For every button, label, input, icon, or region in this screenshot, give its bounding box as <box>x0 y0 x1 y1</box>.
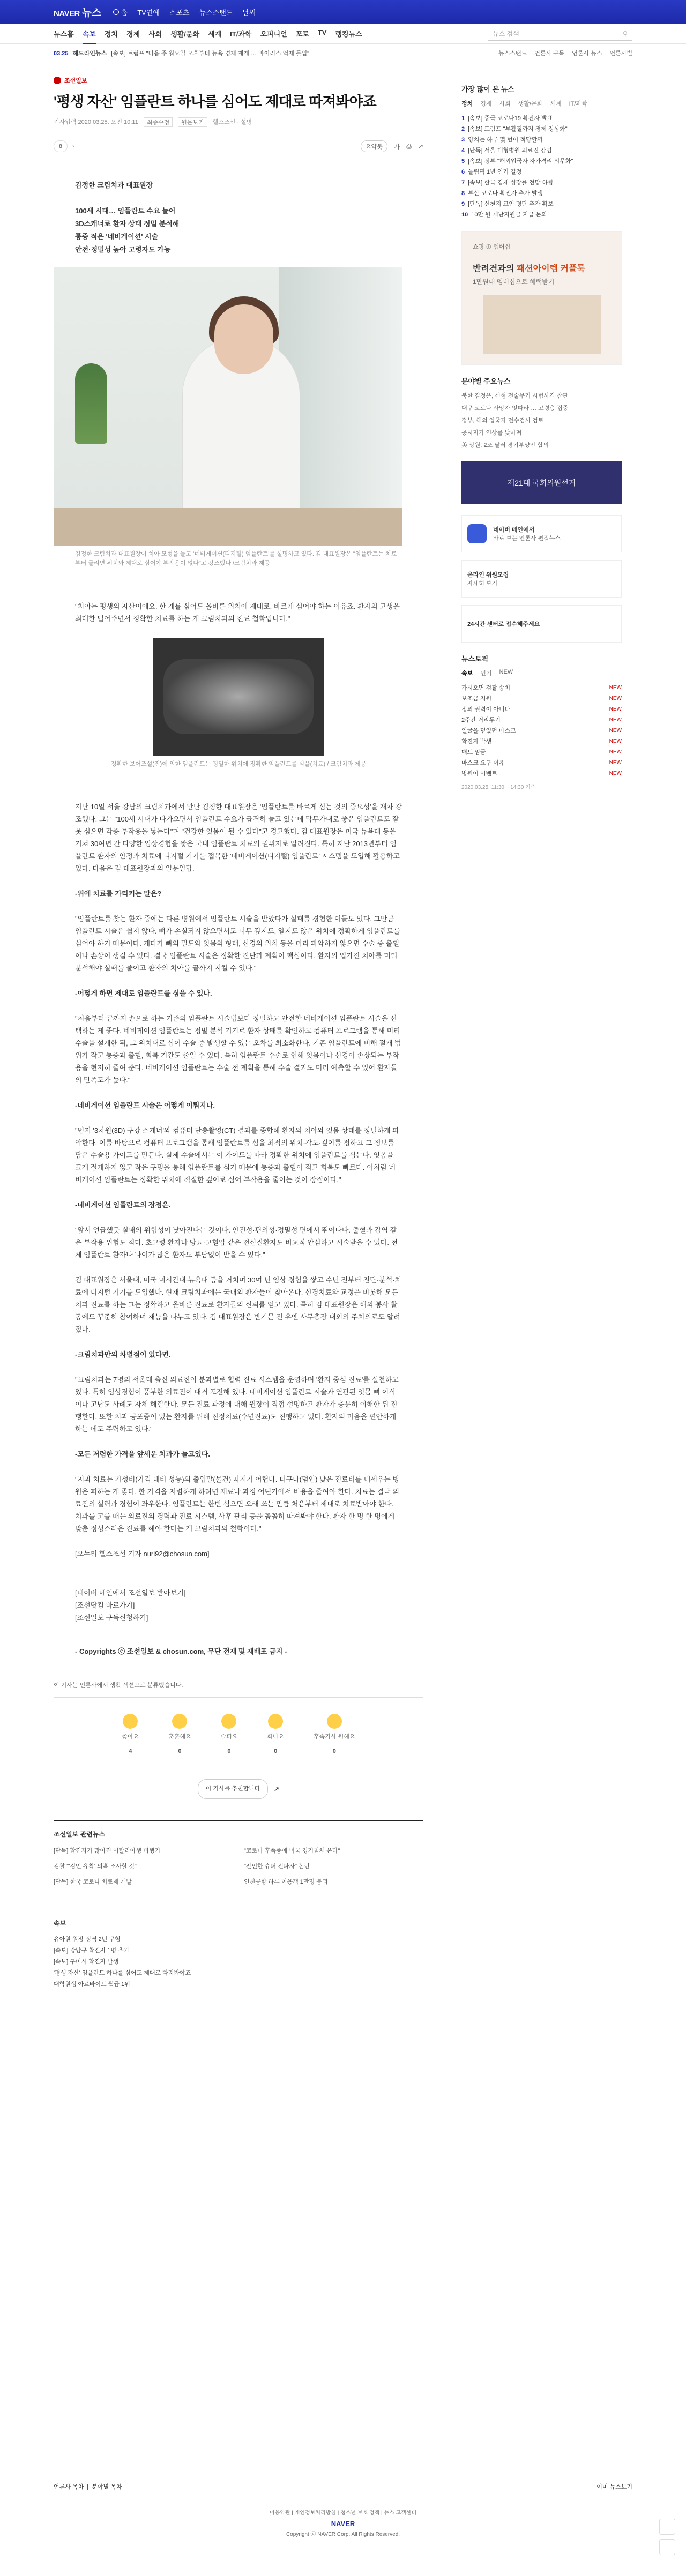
link-press-news[interactable]: 언론사 뉴스 <box>572 50 602 57</box>
promo-center[interactable]: 24시간 센터로 접수해주세요 <box>461 605 622 643</box>
footer-links[interactable]: 이용약관 | 개인정보처리방침 | 청소년 보호 정책 | 뉴스 고객센터 <box>269 2510 417 2516</box>
nav-politics[interactable]: 정치 <box>104 30 118 38</box>
footer-naver-logo[interactable]: NAVER <box>331 2520 355 2528</box>
nav-opinion[interactable]: 오피니언 <box>260 30 287 38</box>
reactions <box>75 1714 402 1768</box>
election-banner[interactable]: 제21대 국회의원선거 <box>461 461 622 504</box>
rank-item[interactable]: 6 올림픽 1년 연기 결정 <box>461 169 522 175</box>
rank-tab-world[interactable]: 세계 <box>550 101 562 107</box>
question-6: -모든 저렴한 가격을 앞세운 치과가 늘고있다. <box>75 1450 211 1458</box>
rank-item[interactable]: 9 [단독] 신천지 교인 명단 추가 확보 <box>461 201 554 207</box>
like-face-icon <box>123 1714 138 1729</box>
link-by-press[interactable]: 언론사별 <box>609 50 632 57</box>
main-nav <box>0 24 686 44</box>
nav-life[interactable]: 생활/문화 <box>170 30 200 38</box>
app-icon <box>467 524 487 543</box>
press-mark-icon <box>54 77 61 84</box>
breaking-bar <box>0 44 686 62</box>
top-links <box>113 7 256 17</box>
warm-face-icon <box>172 1714 187 1729</box>
footer-copyright: Copyright ⓒ NAVER Corp. All Rights Reserved. <box>286 2532 400 2537</box>
top-link-tv[interactable]: TV연예 <box>137 8 160 17</box>
topic-item[interactable]: 병원어 이벤트 NEW <box>461 771 622 777</box>
modified-tag: 최종수정 <box>144 117 173 127</box>
footer-section-index[interactable]: 분야별 목차 <box>92 2484 122 2490</box>
angry-face-icon <box>268 1714 283 1729</box>
breaking-headline[interactable]: [속보] 트럼프 "다음 주 월요일 오후부터 뉴욕 경제 재개 … 바이러스 억제 돌입" <box>111 50 310 57</box>
rank-item[interactable]: 7 [속보] 한국 경제 성장률 전망 하향 <box>461 180 554 186</box>
font-size-button[interactable]: 가 <box>393 143 400 151</box>
back-icon[interactable] <box>659 2519 675 2535</box>
related-news <box>54 1820 423 1896</box>
top-link-newsstand[interactable]: 뉴스스탠드 <box>199 8 233 17</box>
topic-item[interactable]: 매트 임금 NEW <box>461 749 622 756</box>
answer-5: "크림치과는 7명의 서울대 출신 의료진이 분과별로 협력 진료 시스템을 운영하며 '환자 중심 진료'를 실천하고 있다. 특히 임상경험이 풍부한 의료진이 대거 포진해 있다. 네비게이션 임플란트 시술과 연관된 잇몸 뼈 이식이나 고난도 사례도 자체 해결한다. 모든 진료 과정에 대해 원장이 직접 설명하고 환자가 충분히 이해한 뒤 진행한다. 또한 치과 공포증이 있는 환자를 위해 진정치료(수면진료)도 진행하고 있다. 환자의 마음을 편안하게 하는 데도 주력하고 있다." <box>75 1376 399 1433</box>
footer-press-index[interactable]: 언론사 목차 <box>54 2484 84 2490</box>
xray-photo <box>153 638 324 756</box>
topic-item[interactable]: 2주간 거리두기 NEW <box>461 717 622 723</box>
sidebar <box>445 62 622 1990</box>
copyright-line: - Copyrights ⓒ 조선일보 & chosun.com, 무단 전재 및 재배포 금지 - <box>75 1647 287 1655</box>
question-4: -네비게이션 임플란트의 장점은. <box>75 1201 171 1209</box>
press-logo[interactable]: 조선일보 <box>54 76 423 85</box>
topic-item[interactable]: 확진자 발생 NEW <box>461 738 622 745</box>
recommend-bar <box>75 1779 402 1799</box>
topic-item[interactable]: 가시오면 검찰 송치 NEW <box>461 685 622 691</box>
naver-logo[interactable]: NAVER 뉴스 <box>54 7 101 19</box>
nav-news-home[interactable]: 뉴스홈 <box>54 30 74 38</box>
share-icon[interactable]: ↗ <box>417 143 423 150</box>
xray-caption: 정확한 보어조설(진)에 의한 임플란트는 정밀한 위치에 정확한 임플란트를 심을(치료) / 크림치과 제공 <box>110 761 367 767</box>
popular-item[interactable]: [속보] 구미시 확진자 발생 <box>54 1959 119 1965</box>
print-icon[interactable]: ⎙ <box>406 142 412 150</box>
press-links <box>75 1587 402 1624</box>
footer-bar: 언론사 목차 | 분야별 목차 이미 뉴스보기 <box>0 2476 686 2497</box>
rank-tab-politics[interactable]: 정치 <box>461 101 473 107</box>
topic-item[interactable]: 마스크 요구 이유 NEW <box>461 760 622 766</box>
popular-news <box>54 1917 423 1990</box>
rank-tab-society[interactable]: 사회 <box>499 101 511 107</box>
rank-item[interactable]: 1 [속보] 중국 코로나19 확진자 발표 <box>461 115 553 122</box>
article-main <box>54 62 445 1990</box>
reporter-line: [오누리 헬스조선 기자 nuri92@chosun.com] <box>75 1550 210 1558</box>
rank-tab-economy[interactable]: 경제 <box>480 101 492 107</box>
nav-society[interactable]: 사회 <box>148 30 162 38</box>
article-title: '평생 자산' 임플란트 하나를 심어도 제대로 따져봐야죠 <box>54 94 376 110</box>
shopping-ad[interactable]: 쇼핑 ⊕ 멤버십 반려견과의 패션아이템 커플룩 1만원대 멤버십으로 혜택받기 <box>461 231 622 365</box>
paragraph-2: 김 대표원장은 서울대, 미국 미시간대·뉴욕대 등을 거치며 30여 년 임상 경험을 쌓고 수년 전부터 진단·분석·치료에 디지털 기기를 도입했다. 현재 크림치과에는 국내외 환자들이 찾아온다. 신경치료와 교정을 비롯해 모든 치과 진료를 하는 그는 정확하고 올바른 진료로 환자들의 신뢰를 얻고 있다. 특히 김 대표원장은 해외 봉사 활동에도 꾸준히 참여하며 재능을 나누고 있다. 김 대표원장은 반기문 전 유엔 사무총장 내외의 주치의로도 알려졌다. <box>75 1276 402 1333</box>
summary-button[interactable]: 요약봇 <box>361 140 387 152</box>
related-item[interactable]: 인천공항 하루 이용객 1만명 붕괴 <box>244 1879 328 1885</box>
nav-photo[interactable]: 포토 <box>295 30 309 38</box>
related-title: 조선일보 관련뉴스 <box>54 1831 106 1838</box>
link-subscribe-chosun[interactable]: [조선일보 구독신청하기] <box>75 1614 148 1622</box>
popular-item[interactable]: [속보] 강남구 확진자 1명 추가 <box>54 1947 130 1954</box>
link-naver-main[interactable]: [네이버 메인에서 조선일보 받아보기] <box>75 1589 186 1597</box>
rank-item[interactable]: 3 양치는 하루 몇 번이 적당할까 <box>461 137 543 143</box>
answer-3: "먼저 '3차원(3D) 구강 스캐너'와 컴퓨터 단층촬영(CT) 결과를 종합해 환자의 치아와 잇몸 상태를 정밀하게 파악한다. 이를 바탕으로 컴퓨터 프로그램을 통해 임플란트를 심을 최적의 위치·각도·깊이를 정하고 그 정보를 담은 수술용 가이드를 만든다. 실제 수술에서는 이 가이드를 따라 정확한 위치에 임플란트를 심는다. 잇몸을 크게 절개하지 않고 작은 구멍을 통해 임플란트를 심기 때문에 통증과 출혈이 적고 회복도 빠르다. 이처럼 네비게이션 임플란트는 정확한 위치에 적절한 깊이로 심어 부작용을 줄이는 것이 장점이다." <box>75 1126 399 1184</box>
reporter-meta[interactable]: 헬스조선 · 설명 <box>212 119 252 125</box>
ad-product-image <box>483 295 601 354</box>
related-item[interactable]: [단독] 확진자가 많아진 이탈리아행 비행기 <box>54 1848 160 1854</box>
footer-info <box>0 2508 686 2540</box>
section-news-title: 분야별 주요뉴스 <box>461 377 511 385</box>
topic-item[interactable]: 얼굴을 덮었던 마스크 NEW <box>461 728 622 734</box>
original-link[interactable]: 원문보기 <box>178 117 207 127</box>
section-news-item[interactable]: 美 상원, 2조 달러 경기부양안 합의 <box>461 442 549 449</box>
reaction-button[interactable]: 8 <box>54 140 68 152</box>
search-icon[interactable]: ⚲ <box>623 29 628 38</box>
section-notice: 이 기사는 언론사에서 생활 섹션으로 분류했습니다. <box>54 1674 423 1698</box>
topic-item[interactable]: 정의 권력이 아니다 NEW <box>461 706 622 713</box>
topic-tab-new[interactable]: NEW <box>499 669 513 675</box>
link-subscribe[interactable]: 언론사 구독 <box>534 50 565 57</box>
topic-timestamp: 2020.03.25. 11:30 ~ 14:30 기준 <box>461 785 536 790</box>
answer-2: "처음부터 끝까지 손으로 하는 기존의 임플란트 시술법보다 정밀하고 안전한 네비게이션 임플란트 시술을 선택하는 게 좋다. 네비게이션 임플란트는 정밀 분석 기기로 환자 상태를 확인하고 컴퓨터 프로그램을 통해 미리 수술을 설계한 뒤, 그 위치대로 심어 수술 중 발생할 수 있는 오차를 최소화한다. 기존 임플란트에 비해 절개 범위가 작고 통증과 출혈, 회복 기간도 줄일 수 있다. 특히 임플란트 수술로 인해 잇몸이나 신경이 손상되는 부작용을 현저히 줄여 준다. 네비게이션 임플란트는 수술 전 계획을 통해 수술 결과도 미리 예측할 수 있어 환자들의 만족도가 높다." <box>75 1014 401 1084</box>
nav-it[interactable]: IT/과학 <box>230 30 252 38</box>
related-item[interactable]: "잔인한 슈퍼 전파자" 논란 <box>244 1863 310 1870</box>
nav-economy[interactable]: 경제 <box>126 30 140 38</box>
quote-paragraph: "치아는 평생의 자산이에요. 한 개를 심어도 올바른 위치에 제대로, 바르게 심어야 하는 이유죠. 환자의 고생을 최대한 덜어주면서 정확한 치료를 하는 게 크림치과의 진료 철학입니다." <box>75 602 400 623</box>
top-icon[interactable] <box>659 2539 675 2555</box>
reaction-like[interactable]: 좋아요 4 <box>122 1714 139 1758</box>
top-link-weather[interactable]: 날씨 <box>242 8 256 17</box>
rank-item[interactable]: 2 [속보] 트럼프 "부활절까지 경제 정상화" <box>461 126 568 132</box>
popular-item[interactable]: 유아원 원장 징역 2년 구형 <box>54 1936 121 1943</box>
breaking-time: 03.25 <box>54 50 69 57</box>
topic-item[interactable]: 보조금 지원 NEW <box>461 696 622 702</box>
section-news-item[interactable]: 대구 코로나 사망자 잇따라 … 고령층 집중 <box>461 405 569 412</box>
rank-item[interactable]: 8 부산 코로나 확진자 추가 발생 <box>461 190 543 197</box>
section-news-item[interactable]: 공시지가 인상률 낮아져 <box>461 430 522 436</box>
most-viewed-box <box>461 84 622 220</box>
promo-recruit[interactable]: 온라인 위원모집 자세히 보기 <box>461 560 622 598</box>
popular-title: 속보 <box>54 1920 66 1927</box>
paragraph-1: 지난 10일 서울 강남의 크림치과에서 만난 김정한 대표원장은 '임플란트를 바르게 심는 것의 중요성'을 재차 강조했다. 그는 "100세 시대가 다가오면서 임플란트 수요가 급격히 늘고 있는데 막무가내로 좋은 임플란트도 잘못 심으면 각종 부작용을 낳는다"며 "건강한 잇몸이 될 수 있다"고 경고했다. 김 대표원장은 미국 뉴욕대 등을 거쳐 30여년 간 다양한 임상경험을 쌓은 국내 임플란트 치료의 권위자로 알려진다. 특히 지난 2013년부터 임플란트 환자의 안정과 치료에 디지털 기기를 접목한 '네비게이션(디지털) 임플란트' 시스템을 도입해 활용하고 있다. 다음은 김 대표원장과의 일문일답. <box>75 803 402 872</box>
subtitle-name: 김정한 크림치과 대표원장 <box>75 181 153 189</box>
floating-icons <box>659 2519 675 2555</box>
related-item[interactable]: 검찰 "'검언 유착' 의혹 조사할 것" <box>54 1863 137 1870</box>
nav-breaking[interactable]: 속보 <box>83 28 96 44</box>
link-newsstand[interactable]: 뉴스스탠드 <box>498 50 527 57</box>
section-news-item[interactable]: 정부, 해외 입국자 전수검사 검토 <box>461 417 544 424</box>
search-input[interactable]: 뉴스 검색 ⚲ <box>488 27 632 41</box>
question-2: -어떻게 하면 제대로 임플란트를 심을 수 있나. <box>75 989 212 997</box>
article-date: 기사입력 2020.03.25. 오전 10:11 <box>54 119 138 125</box>
subtitles: 100세 시대… 임플란트 수요 늘어 3D스캐너로 환자 상태 정밀 분석해 통증 적은 '네비게이션' 시술 안전·정밀성 높아 고령자도 가능 <box>75 207 180 253</box>
tool-row <box>54 135 423 158</box>
most-viewed-title: 가장 많이 본 뉴스 <box>461 85 514 93</box>
article-body <box>54 158 423 1990</box>
question-5: -크림치과만의 차별점이 있다면. <box>75 1350 171 1358</box>
rank-item[interactable]: 5 [속보] 정부 "해외입국자 자가격리 의무화" <box>461 158 573 165</box>
section-news-item[interactable]: 북한 김정은, 신형 전술무기 시험사격 참관 <box>461 393 568 399</box>
related-item[interactable]: [단독] 한국 코로나 치료제 개발 <box>54 1879 132 1885</box>
sad-face-icon <box>221 1714 236 1729</box>
share-icon-2[interactable]: ↗ <box>273 1785 280 1793</box>
rank-item[interactable]: 10 10만 원 재난지원금 지급 논의 <box>461 212 547 218</box>
news-topic-title: 뉴스토픽 <box>461 655 489 663</box>
answer-1: "임플란트를 찾는 환자 중에는 다른 병원에서 임플란트 시술을 받았다가 실패를 경험한 이들도 있다. 그만큼 임플란트 시술은 쉽지 않다. 뼈가 손실되지 않으면서도 너무 깊지도, 얕지도 않은 위치에 정확하게 임플란트를 심어야 하기 때문이다. 게다가 뼈의 밀도와 잇몸의 형태, 신경의 위치 등을 미리 파악하지 않으면 수술 중 출혈이나 손상이 생길 수 있다. 결국 임플란트 시술은 정확한 진단과 계획이 핵심이다. 환자의 입가진 치아를 미리 분석해야 실패를 줄이고 환자의 치아를 끝까지 지킬 수 있다." <box>75 915 400 972</box>
question-1: -위에 치료를 가리키는 말은? <box>75 890 162 898</box>
popular-item[interactable]: '평생 자산' 임플란트 하나를 심어도 제대로 따져봐야죠 <box>54 1970 191 1976</box>
top-link-sports[interactable]: 스포츠 <box>169 8 190 17</box>
topic-tab-breaking[interactable]: 속보 <box>461 670 473 677</box>
article-meta <box>54 117 423 135</box>
photo-caption: 김정한 크림치과 대표원장이 치아 모형을 들고 '네비게이션(디지털) 임플란트'를 설명하고 있다. 김 대표원장은 "임플란트는 치료부터 물리면 위치와 제대로 심어야 부작용이 없다"고 강조했다./크림치과 제공 <box>75 551 397 566</box>
top-link-home[interactable]: 홈 <box>113 7 128 17</box>
comment-icon[interactable]: ▫ <box>72 143 74 150</box>
popular-item[interactable]: 대학원생 아르바이트 월급 1위 <box>54 1981 130 1988</box>
reaction-angry[interactable]: 화나요 0 <box>267 1714 284 1758</box>
top-bar <box>0 0 686 24</box>
reaction-sad[interactable]: 슬퍼요 0 <box>221 1714 238 1758</box>
reaction-warm[interactable]: 훈훈해요 0 <box>168 1714 191 1758</box>
doctor-photo <box>54 267 402 546</box>
home-icon <box>113 9 119 15</box>
question-3: -네비게이션 임플란트 시술은 어떻게 이뤄지나. <box>75 1101 215 1109</box>
nav-world[interactable]: 세계 <box>208 30 222 38</box>
answer-4: "앞서 언급했듯 실패의 위험성이 낮아진다는 것이다. 안전성·편의성·정밀성 면에서 뛰어나다. 출혈과 감염 같은 부작용 위험도 적다. 초고령 환자나 당뇨·고혈압 같은 전신질환자도 비교적 안심하고 시술받을 수 있다. 전체 임플란트 환자나 나이가 많은 환자도 부담없이 받을 수 있다." <box>75 1226 398 1259</box>
link-chosun[interactable]: [조선닷컴 바로가기] <box>75 1601 135 1609</box>
breaking-label: 헤드라인뉴스 <box>72 50 107 57</box>
footer-more[interactable]: 이미 뉴스보기 <box>596 2484 632 2490</box>
rank-item[interactable]: 4 [단독] 서울 대형병원 의료진 감염 <box>461 147 552 154</box>
topic-tab-popular[interactable]: 인기 <box>480 670 492 677</box>
nav-ranking[interactable]: 랭킹뉴스 <box>335 30 362 38</box>
recommend-button[interactable]: 이 기사를 추천합니다 <box>198 1779 269 1799</box>
rank-tab-life[interactable]: 생활/문화 <box>518 101 543 107</box>
nav-tv[interactable]: TV <box>317 28 327 36</box>
related-item[interactable]: "코로나 후폭풍에 미국 경기침체 온다" <box>244 1848 340 1854</box>
rank-tab-it[interactable]: IT/과학 <box>569 101 587 107</box>
followup-face-icon <box>327 1714 342 1729</box>
promo-naver-main[interactable]: 네이버 메인에서 바로 보는 언론사 편집뉴스 <box>461 515 622 552</box>
answer-6: "지과 치료는 가성비(가격 대비 성능)의 출입말(물건) 따지기 어렵다. 더구나(덤인) 낮은 진료비를 내세우는 병원은 피하는 게 좋다. 한 가격을 저렴하게 하려면 재료나 과정 어딘가에서 비용을 줄여야 한다. 치료는 결국 의료진의 실력과 경험이 좌우한다. 임플란트는 한번 심으면 오래 쓰는 만큼 처음부터 제대로 치료받아야 한다. 치과를 고를 때는 의료진의 경력과 진료 시스템, 사후 관리 등을 꼼꼼히 따져봐야 한다. 환자 한 명 한 명에게 맞춘 정성스러운 진료를 해야 한다는 게 크림치과의 철학이다." <box>75 1475 400 1533</box>
reaction-followup[interactable]: 후속기사 원해요 0 <box>314 1714 355 1758</box>
